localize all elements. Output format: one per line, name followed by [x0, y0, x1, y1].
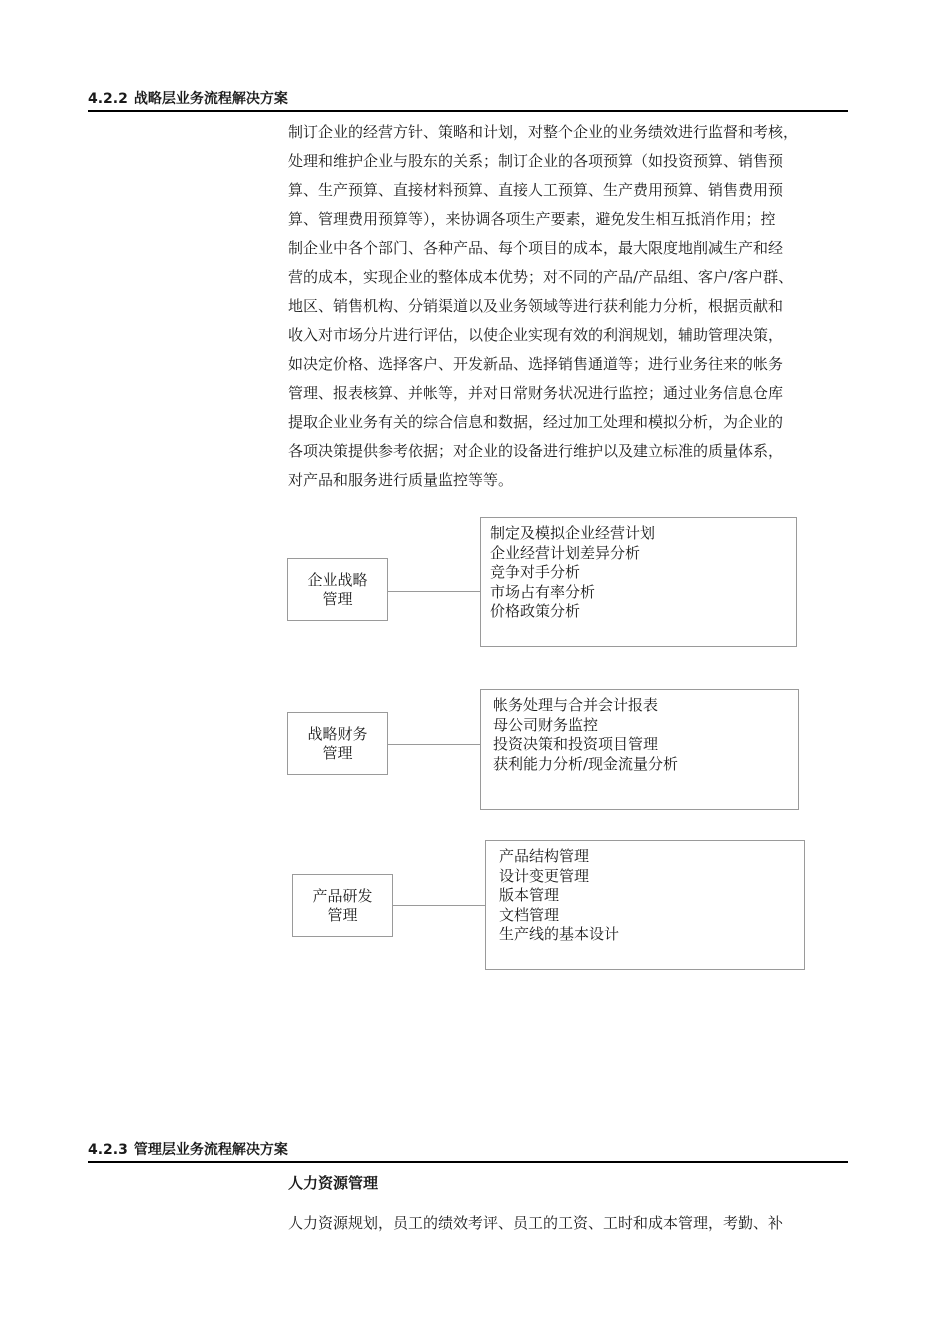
diagram-item: 生产线的基本设计 — [499, 925, 620, 943]
diagram-connector — [393, 905, 485, 906]
category-label-line: 管理 — [327, 905, 358, 924]
diagram-category-box-finance — [287, 712, 388, 775]
paragraph-line: 算、生产预算、直接材料预算、直接人工预算、生产费用预算、销售费用预 — [288, 181, 784, 199]
diagram-category-box-rnd — [292, 874, 393, 937]
paragraph-line: 如决定价格、选择客户、开发新品、选择销售通道等；进行业务往来的帐务 — [288, 355, 784, 373]
diagram-category-box-strategy — [287, 558, 388, 621]
category-label-line: 管理 — [322, 589, 353, 608]
diagram-item: 投资决策和投资项目管理 — [493, 735, 659, 753]
diagram-item: 价格政策分析 — [490, 602, 581, 620]
category-label-line: 产品研发 — [312, 886, 373, 905]
strategy-paragraph — [288, 118, 858, 495]
diagram-item: 获利能力分析/现金流量分析 — [493, 754, 679, 773]
category-label-line: 企业战略 — [307, 570, 368, 589]
diagram-item: 文档管理 — [499, 905, 560, 924]
diagram-item: 帐务处理与合并会计报表 — [493, 696, 659, 714]
diagram-items-box-rnd — [485, 840, 805, 970]
diagram-item: 市场占有率分析 — [490, 582, 596, 601]
paragraph-line: 营的成本，实现企业的整体成本优势；对不同的产品/产品组、客户/客户群、 — [288, 268, 794, 286]
diagram-item: 版本管理 — [499, 886, 560, 904]
category-label-line: 管理 — [322, 743, 353, 762]
diagram-connector — [388, 591, 480, 592]
section-number: 4.2.2 — [88, 91, 128, 107]
section-title: 管理层业务流程解决方案 — [133, 1142, 288, 1158]
section-heading-4-2-2 — [88, 88, 848, 112]
paragraph-line: 制企业中各个部门、各种产品、每个项目的成本，最大限度地削减生产和经 — [288, 239, 784, 257]
paragraph-line: 算、管理费用预算等），来协调各项生产要素，避免发生相互抵消作用；控 — [288, 210, 776, 228]
diagram-item: 企业经营计划差异分析 — [490, 543, 641, 562]
section-number: 4.2.3 — [88, 1142, 128, 1158]
section-heading-4-2-3 — [88, 1139, 848, 1163]
diagram-item: 母公司财务监控 — [493, 715, 599, 734]
paragraph-line: 对产品和服务进行质量监控等等。 — [288, 471, 514, 489]
paragraph-line: 管理、报表核算、并帐等，并对日常财务状况进行监控；通过业务信息仓库 — [288, 384, 784, 402]
category-label-line: 战略财务 — [307, 724, 368, 743]
section-title: 战略层业务流程解决方案 — [133, 91, 288, 107]
diagram-connector — [388, 744, 480, 745]
diagram-item: 设计变更管理 — [499, 866, 590, 885]
paragraph-line: 处理和维护企业与股东的关系；制订企业的各项预算（如投资预算、销售预 — [288, 152, 784, 170]
subheading-hr: 人力资源管理 — [288, 1174, 379, 1192]
paragraph-line: 地区、销售机构、分销渠道以及业务领域等进行获利能力分析，根据贡献和 — [288, 297, 784, 315]
paragraph-line: 制订企业的经营方针、策略和计划，对整个企业的业务绩效进行监督和考核， — [288, 123, 799, 141]
paragraph-line: 收入对市场分片进行评估，以使企业实现有效的利润规划，辅助管理决策， — [288, 326, 784, 344]
hr-paragraph: 人力资源规划，员工的绩效考评、员工的工资、工时和成本管理，考勤、补 — [288, 1214, 784, 1232]
paragraph-line: 各项决策提供参考依据；对企业的设备进行维护以及建立标准的质量体系， — [288, 442, 784, 460]
diagram-item: 竞争对手分析 — [490, 563, 581, 581]
diagram-items-box-strategy — [480, 517, 797, 647]
diagram-item: 产品结构管理 — [499, 847, 590, 865]
paragraph-line: 提取企业业务有关的综合信息和数据，经过加工处理和模拟分析，为企业的 — [288, 413, 784, 431]
diagram-item: 制定及模拟企业经营计划 — [490, 524, 656, 542]
diagram-items-box-finance — [480, 689, 799, 810]
